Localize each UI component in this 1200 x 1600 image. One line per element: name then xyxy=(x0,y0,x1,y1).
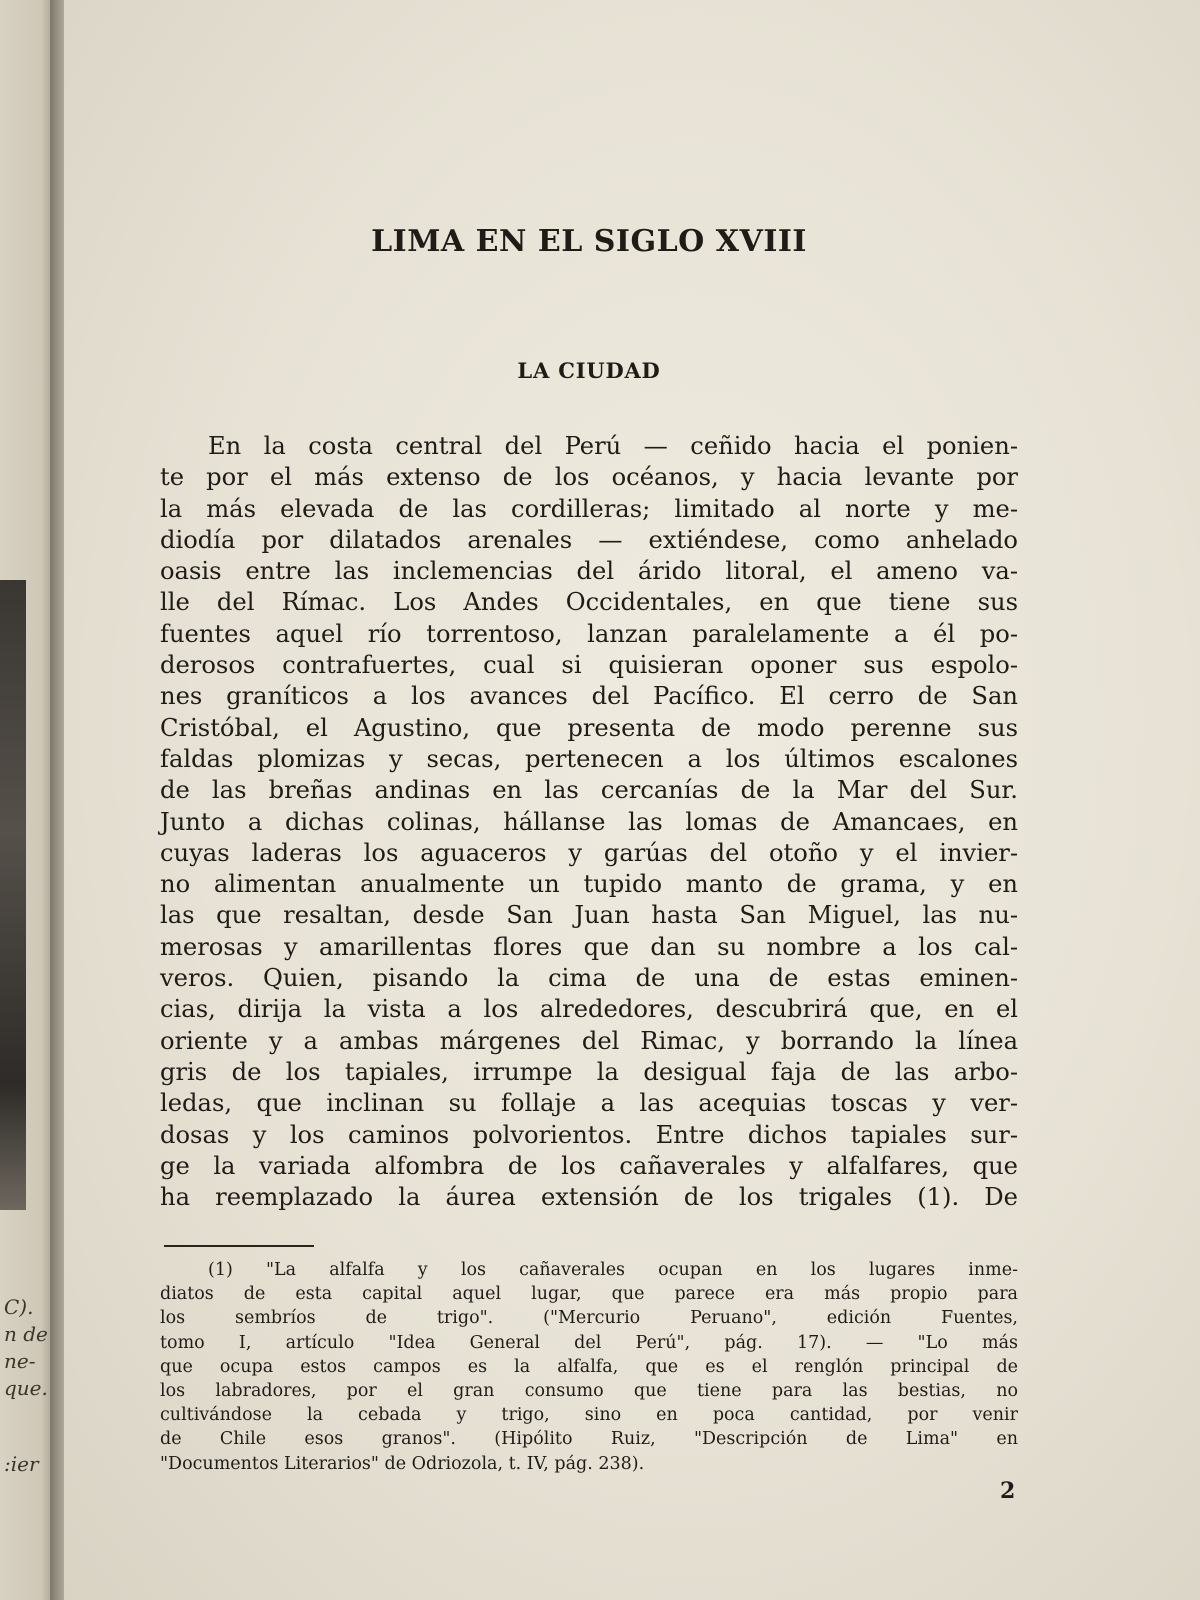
footnote-line: los sembríos de trigo". ("Mercurio Peruano", edición Fuentes, xyxy=(160,1308,1018,1329)
body-line: faldas plomizas y secas, pertenecen a los últimos escalones xyxy=(160,744,1018,773)
body-line: ha reemplazado la áurea extensión de los trigales (1). De xyxy=(160,1183,1018,1212)
body-line: fuentes aquel río torrentoso, lanzan paralelamente a él po- xyxy=(160,619,1018,648)
body-line: derosos contrafuertes, cual si quisieran oponer sus espolo- xyxy=(160,651,1018,680)
footnote-line: los labradores, por el gran consumo que tiene para las bestias, no xyxy=(160,1380,1018,1401)
body-line: las que resaltan, desde San Juan hasta San Miguel, las nu- xyxy=(160,901,1018,930)
body-line: Cristóbal, el Agustino, que presenta de modo perenne sus xyxy=(160,713,1018,742)
body-line: te por el más extenso de los océanos, y hacia levante por xyxy=(160,463,1018,492)
footnote-divider xyxy=(164,1245,314,1247)
body-line: cias, dirija la vista a los alrededores, descubrirá que, en el xyxy=(160,995,1018,1024)
body-line: gris de los tapiales, irrumpe la desigual faja de las arbo- xyxy=(160,1057,1018,1086)
footnote-line: "Documentos Literarios" de Odriozola, t. IV, pág. 238). xyxy=(160,1453,645,1474)
body-line: la más elevada de las cordilleras; limitado al norte y me- xyxy=(160,494,1018,523)
footnote-line: (1) "La alfalfa y los cañaverales ocupan en los lugares inme- xyxy=(208,1260,1018,1280)
body-line: cuyas laderas los aguaceros y garúas del otoño y el invier- xyxy=(160,838,1018,867)
body-line: de las breñas andinas en las cercanías de la Mar del Sur. xyxy=(160,776,1018,805)
body-line: diodía por dilatados arenales — extiéndese, como anhelado xyxy=(160,525,1018,554)
body-line: oasis entre las inclemencias del árido litoral, el ameno va- xyxy=(160,557,1018,586)
section-title: LA CIUDAD xyxy=(517,358,661,383)
body-line: no alimentan anualmente un tupido manto de grama, y en xyxy=(160,870,1018,899)
book-page xyxy=(64,0,1200,1600)
body-line: dosas y los caminos polvorientos. Entre dichos tapiales sur- xyxy=(160,1120,1018,1149)
facing-page-fragment: que. xyxy=(4,1376,48,1400)
facing-page-fragment: :ier xyxy=(4,1452,39,1476)
body-paragraph xyxy=(160,431,1018,1213)
facing-page-fragment: ne- xyxy=(4,1349,36,1373)
body-line: ge la variada alfombra de los cañaverales y alfalfares, que xyxy=(160,1151,1018,1180)
footnote-line: tomo I, artículo "Idea General del Perú", pág. 17). — "Lo más xyxy=(160,1332,1018,1353)
facing-page-fragment: C). xyxy=(4,1295,34,1319)
body-line: oriente y a ambas márgenes del Rimac, y borrando la línea xyxy=(160,1026,1018,1055)
body-line: merosas y amarillentas flores que dan su nombre a los cal- xyxy=(160,932,1018,961)
footnote-line: diatos de esta capital aquel lugar, que parece era más propio para xyxy=(160,1284,1018,1305)
body-line: En la costa central del Perú — ceñido hacia el ponien- xyxy=(208,432,1018,460)
body-line: Junto a dichas colinas, hállanse las lomas de Amancaes, en xyxy=(160,807,1018,836)
footnote-line: que ocupa estos campos es la alfalfa, que es el renglón principal de xyxy=(160,1356,1018,1377)
facing-page-photo xyxy=(0,580,26,1210)
chapter-title: LIMA EN EL SIGLO XVIII xyxy=(371,224,807,259)
footnote xyxy=(160,1258,1018,1476)
page-number: 2 xyxy=(1000,1478,1016,1504)
body-line: veros. Quien, pisando la cima de una de estas eminen- xyxy=(160,964,1018,993)
body-line: lle del Rímac. Los Andes Occidentales, en que tiene sus xyxy=(160,588,1018,617)
footnote-line: de Chile esos granos". (Hipólito Ruiz, "Descripción de Lima" en xyxy=(160,1429,1018,1450)
body-line: ledas, que inclinan su follaje a las acequias toscas y ver- xyxy=(160,1089,1018,1118)
footnote-line: cultivándose la cebada y trigo, sino en poca cantidad, por venir xyxy=(160,1405,1018,1426)
body-line: nes graníticos a los avances del Pacífico. El cerro de San xyxy=(160,682,1018,711)
facing-page-fragment: n de xyxy=(4,1322,48,1346)
